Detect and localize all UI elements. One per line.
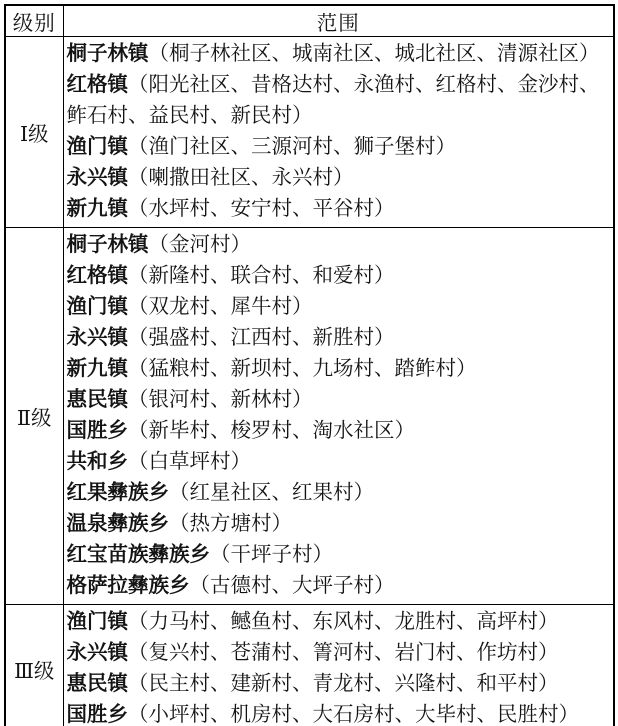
town-name: 格萨拉彝族乡 [66, 575, 190, 597]
scope-entry [67, 163, 613, 194]
village-list: （力马村、鳡鱼村、东风村、龙胜村、高坪村） [128, 611, 559, 633]
scope-entry [67, 669, 613, 700]
scope-entry [67, 385, 613, 416]
village-list: （渔门社区、三源河村、狮子堡村） [128, 136, 456, 158]
village-list: （强盛村、江西村、新胜村） [128, 327, 395, 349]
village-list: （桐子林社区、城南社区、城北社区、清源社区） [148, 43, 600, 65]
town-name: 桐子林镇 [66, 43, 149, 65]
scope-entry [67, 194, 613, 225]
town-name: 惠民镇 [66, 389, 128, 411]
scope-entry [67, 354, 613, 385]
town-name: 新九镇 [66, 198, 128, 220]
town-name: 惠民镇 [66, 673, 128, 695]
village-list: （金河村） [148, 234, 251, 256]
village-list: （猛粮村、新坝村、九场村、踏鲊村） [128, 358, 477, 380]
level-scope-table [4, 4, 615, 726]
village-list: （水坪村、安宁村、平谷村） [128, 198, 395, 220]
town-name: 红格镇 [66, 265, 128, 287]
village-list: （新毕村、梭罗村、淘水社区） [128, 420, 415, 442]
scope-entry [67, 416, 613, 447]
village-list: （新隆村、联合村、和爱村） [128, 265, 395, 287]
header-level: 级别 [5, 5, 63, 37]
scope-cell [63, 37, 614, 228]
town-name: 温泉彝族乡 [66, 513, 169, 535]
table-row [5, 228, 614, 605]
village-list: （民主村、建新村、青龙村、兴隆村、和平村） [128, 673, 559, 695]
village-list: （双龙村、犀牛村） [128, 296, 313, 318]
village-list: （热方塘村） [169, 513, 292, 535]
town-name: 渔门镇 [66, 136, 128, 158]
scope-entry [67, 70, 613, 132]
town-name: 永兴镇 [66, 642, 128, 664]
scope-entry [67, 540, 613, 571]
village-list: （红星社区、红果村） [169, 482, 374, 504]
scope-entry [67, 447, 613, 478]
scope-entry [67, 132, 613, 163]
table-row [5, 605, 614, 726]
village-list: （小坪村、机房村、大石房村、大毕村、民胜村） [128, 704, 579, 726]
level-cell: Ⅱ级 [5, 228, 63, 605]
scope-entry [67, 700, 613, 726]
town-name: 国胜乡 [66, 420, 128, 442]
scope-cell [63, 605, 614, 726]
town-name: 新九镇 [66, 358, 128, 380]
table-row [5, 37, 614, 228]
town-name: 渔门镇 [66, 296, 128, 318]
village-list: （银河村、新林村） [128, 389, 313, 411]
table-body [5, 37, 614, 726]
town-name: 渔门镇 [66, 611, 128, 633]
town-name: 共和乡 [66, 451, 128, 473]
level-cell: Ⅰ级 [5, 37, 63, 228]
scope-entry [67, 230, 613, 261]
header-scope: 范围 [63, 5, 614, 37]
table-header-row [5, 5, 614, 37]
scope-entry [67, 509, 613, 540]
town-name: 永兴镇 [66, 167, 128, 189]
village-list: （复兴村、苍蒲村、箐河村、岩门村、作坊村） [128, 642, 559, 664]
town-name: 红宝苗族彝族乡 [66, 544, 210, 566]
scope-entry [67, 261, 613, 292]
scope-entry [67, 323, 613, 354]
village-list: （古德村、大坪子村） [189, 575, 395, 597]
scope-entry [67, 478, 613, 509]
town-name: 桐子林镇 [66, 234, 149, 256]
scope-entry [67, 39, 613, 70]
town-name: 永兴镇 [66, 327, 128, 349]
level-cell: Ⅲ级 [5, 605, 63, 726]
town-name: 红格镇 [66, 74, 128, 96]
town-name: 红果彝族乡 [66, 482, 169, 504]
scope-entry [67, 571, 613, 602]
scope-cell [63, 228, 614, 605]
village-list: （阳光社区、昔格达村、永渔村、红格村、金沙村、鲊石村、益民村、新民村） [66, 74, 600, 127]
town-name: 国胜乡 [66, 704, 128, 726]
village-list: （干坪子村） [210, 544, 333, 566]
scope-entry [67, 638, 613, 669]
scope-entry [67, 292, 613, 323]
village-list: （喇撒田社区、永兴村） [128, 167, 354, 189]
scope-entry [67, 607, 613, 638]
village-list: （白草坪村） [128, 451, 251, 473]
